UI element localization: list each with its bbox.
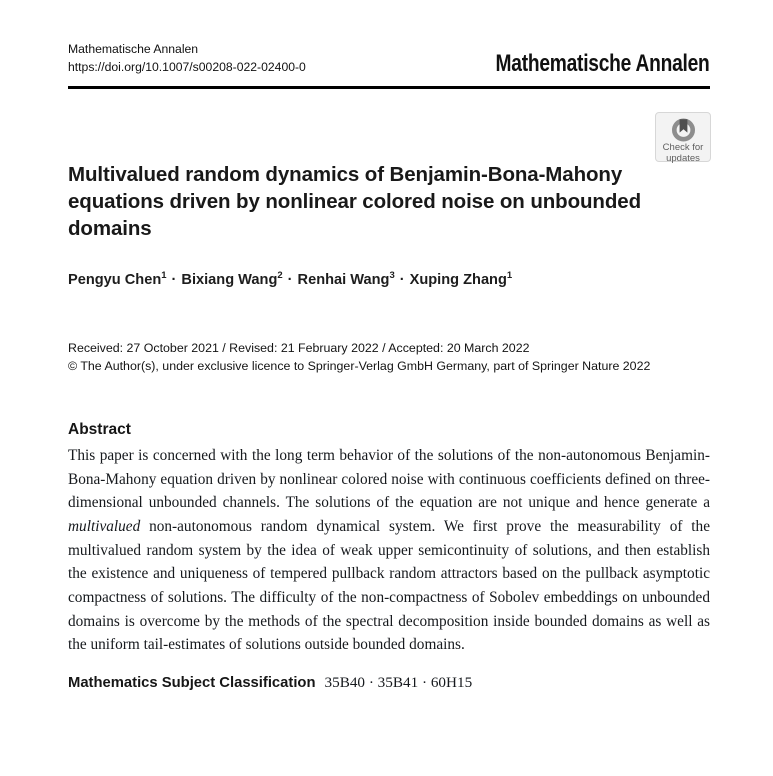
- abstract-heading: Abstract: [68, 420, 131, 438]
- title-line: Multivalued random dynamics of Benjamin-Bona-Mahony: [68, 163, 623, 186]
- author-separator: ·: [287, 271, 293, 288]
- author-name[interactable]: Bixiang Wang: [181, 271, 278, 288]
- badge-label: [663, 143, 704, 164]
- abstract-section: [68, 420, 710, 657]
- author: [68, 272, 167, 288]
- author: [410, 272, 513, 288]
- abstract-text: [68, 444, 710, 657]
- crossmark-icon: [670, 116, 697, 143]
- author-name[interactable]: Xuping Zhang: [409, 271, 507, 288]
- author-affiliation-sup: 2: [277, 270, 283, 281]
- header-rule: [68, 86, 710, 89]
- author-name[interactable]: Pengyu Chen: [68, 271, 162, 288]
- journal-name-small: Mathematische Annalen: [68, 42, 199, 56]
- author-affiliation-sup: 3: [389, 270, 395, 281]
- abstract-italic-word: multivalued: [68, 517, 141, 535]
- author-separator: ·: [171, 271, 177, 288]
- check-for-updates-badge[interactable]: [655, 112, 711, 162]
- history-block: [68, 339, 710, 376]
- author: [298, 272, 395, 288]
- author-affiliation-sup: 1: [506, 270, 513, 281]
- author-affiliation-sup: 1: [161, 270, 167, 281]
- doi-link[interactable]: https://doi.org/10.1007/s00208-022-02400-0: [68, 60, 306, 74]
- copyright-line: © The Author(s), under exclusive licence to Springer-Verlag GmbH Germany, part of Springer Nature 2022: [68, 359, 651, 374]
- journal-masthead: Mathematische Annalen: [495, 50, 710, 77]
- article-title: [68, 161, 710, 242]
- title-line: domains: [68, 217, 152, 240]
- article-history: Received: 27 October 2021 / Revised: 21 February 2022 / Accepted: 20 March 2022: [68, 340, 530, 355]
- author-list: [68, 270, 710, 288]
- author-separator: ·: [399, 271, 405, 288]
- badge-label-line1: Check for: [662, 142, 704, 153]
- author-name[interactable]: Renhai Wang: [297, 271, 390, 288]
- header-left: [68, 40, 306, 76]
- abstract-part1: This paper is concerned with the long term behavior of the solutions of the non-autonomous Benjamin-Bona-Mahony equation driven by nonlinear colored noise with continuous coefficients defined on three-dimensional unbounded channels. The solutions of the equation are not unique and hence generate a: [68, 446, 710, 512]
- msc-codes: 35B40 · 35B41 · 60H15: [324, 674, 473, 692]
- msc-label: Mathematics Subject Classification: [68, 675, 316, 692]
- abstract-part2: non-autonomous random dynamical system. We first prove the measurability of the multivalued random system by the idea of weak upper semicontinuity of solutions, and then establish the existence and uniqueness of tempered pullback random attractors based on the pullback asymptotic compactness of solutions. The difficulty of the non-compactness of Sobolev embeddings on unbounded domains is overcome by the methods of the spectral decomposition inside bounded domains as well as the uniform tail-estimates of solutions outside bounded domains.: [68, 517, 710, 654]
- msc-line: [68, 674, 710, 692]
- page-header: [68, 40, 710, 76]
- badge-label-line2: updates: [666, 152, 700, 164]
- author: [181, 272, 282, 288]
- title-line: equations driven by nonlinear colored noise on unbounded: [68, 190, 641, 213]
